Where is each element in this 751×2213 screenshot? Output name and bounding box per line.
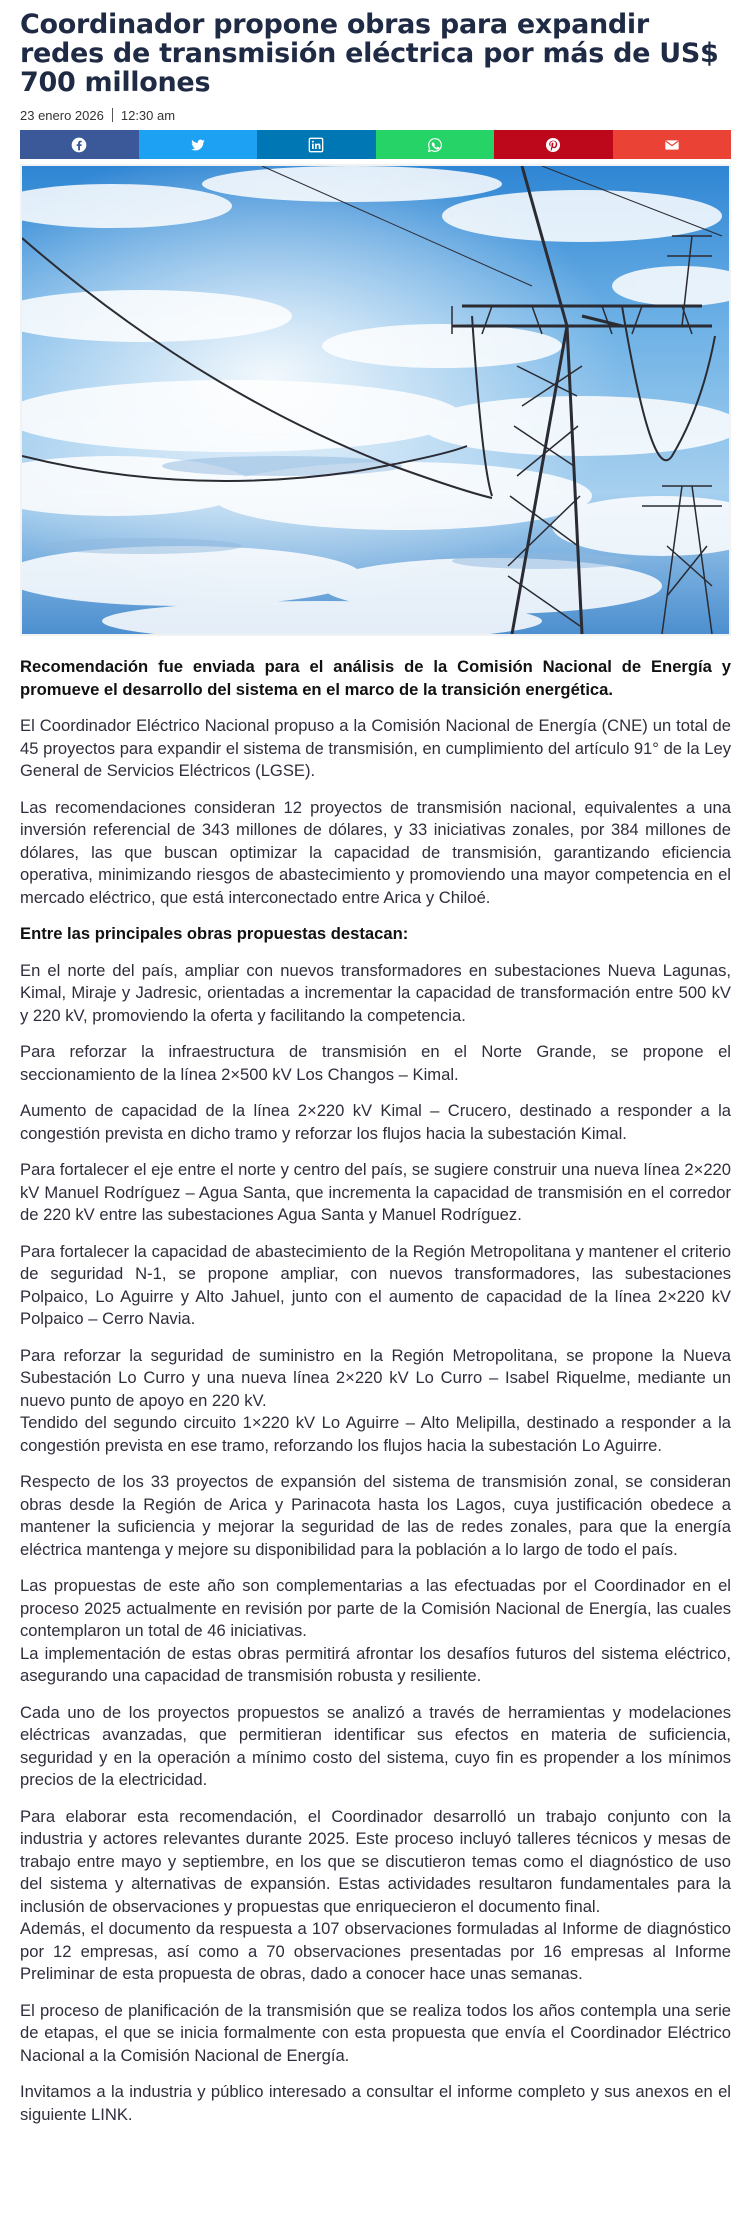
paragraph: Cada uno de los proyectos propuestos se analizó a través de herramientas y modelaciones eléctricas avanzadas, que permitieran identificar sus efectos en materia de suficiencia, seguridad y en la operación a mínimo costo del sistema, cuyo fin es propender a los mínimos precios de la electricidad.: [20, 1702, 731, 1789]
power-tower-sky-image: [22, 166, 729, 634]
share-twitter-button[interactable]: [139, 130, 258, 159]
paragraph: Para fortalecer la capacidad de abastecimiento de la Región Metropolitana y mantener el criterio de seguridad N-1, se propone ampliar, con nuevos transformadores, las subestaciones Polpaico, Lo Aguirre y Alto Jahuel, junto con el aumento de capacidad de la línea 2×220 kV Polpaico – Cerro Navia.: [20, 1241, 731, 1328]
facebook-icon: [71, 137, 87, 153]
article-container: [20, 10, 731, 2140]
whatsapp-icon: [427, 137, 443, 153]
share-bar: [20, 130, 731, 159]
article-time: 12:30 am: [120, 107, 176, 123]
article-body: [20, 656, 731, 2126]
paragraph: Además, el documento da respuesta a 107 observaciones formuladas al Informe de diagnóstico por 12 empresas, así como a 70 observaciones presentadas por 16 empresas al Informe Preliminar de esta propuesta de obras, dado a conocer hace unas semanas.: [20, 1919, 731, 1983]
paragraph: Aumento de capacidad de la línea 2×220 kV Kimal – Crucero, destinado a responder a la congestión prevista en dicho tramo y reforzar los flujos hacia la subestación Kimal.: [20, 1101, 731, 1143]
paragraph: Para reforzar la infraestructura de transmisión en el Norte Grande, se propone el seccionamiento de la línea 2×500 kV Los Changos – Kimal.: [20, 1042, 731, 1084]
article-meta: [20, 107, 731, 123]
twitter-icon: [190, 137, 206, 153]
share-whatsapp-button[interactable]: [376, 130, 495, 159]
section-subheading: Entre las principales obras propuestas destacan:: [20, 924, 409, 943]
share-email-button[interactable]: [613, 130, 732, 159]
email-icon: [664, 137, 680, 153]
paragraph: Invitamos a la industria y público interesado a consultar el informe completo y sus anexos en el siguiente LINK.: [20, 2082, 731, 2124]
paragraph: En el norte del país, ampliar con nuevos transformadores en subestaciones Nueva Lagunas, Kimal, Miraje y Jadresic, orientadas a incrementar la capacidad de transformación entre 500 kV y 220 kV, promoviendo la oferta y facilitando la competencia.: [20, 960, 731, 1025]
article-lead: Recomendación fue enviada para el análisis de la Comisión Nacional de Energía y promueve el desarrollo del sistema en el marco de la transición energética.: [20, 657, 731, 699]
share-linkedin-button[interactable]: [257, 130, 376, 159]
pinterest-icon: [545, 137, 561, 153]
article-title: Coordinador propone obras para expandir redes de transmisión eléctrica por más de US$ 700 millones: [20, 9, 719, 98]
share-facebook-button[interactable]: [20, 130, 139, 159]
paragraph: Para fortalecer el eje entre el norte y centro del país, se sugiere construir una nueva línea 2×220 kV Manuel Rodríguez – Agua Santa, que incrementa la capacidad de transmisión en el corredor de 220 kV entre las subestaciones Agua Santa y Manuel Rodríguez.: [20, 1160, 731, 1224]
paragraph: El proceso de planificación de la transmisión que se realiza todos los años contempla una serie de etapas, el que se inicia formalmente con esta propuesta que envía el Coordinador Eléctrico Nacional a la Comisión Nacional de Energía.: [20, 2000, 731, 2065]
hero-image: [20, 164, 731, 636]
paragraph: Para elaborar esta recomendación, el Coordinador desarrolló un trabajo conjunto con la industria y actores relevantes durante 2025. Este proceso incluyó talleres técnicos y mesas de trabajo entre mayo y septiembre, en los que se discutieron temas como el diagnóstico de uso del sistema y alternativas de expansión. Estas actividades resultaron fundamentales para la inclusión de observaciones y propuestas que enriquecieron el documento final.: [20, 1806, 731, 1916]
paragraph: Las recomendaciones consideran 12 proyectos de transmisión nacional, equivalentes a una inversión referencial de 343 millones de dólares, y 33 iniciativas zonales, por 384 millones de dólares, las que buscan optimizar la capacidad de transmisión, garantizando eficiencia operativa, minimizando riesgos de abastecimiento y promoviendo una mayor competencia en el mercado eléctrico, que está interconectado entre Arica y Chiloé.: [20, 797, 731, 907]
paragraph: El Coordinador Eléctrico Nacional propuso a la Comisión Nacional de Energía (CNE) un total de 45 proyectos para expandir el sistema de transmisión, en cumplimiento del artículo 91° de la Ley General de Servicios Eléctricos (LGSE).: [20, 716, 731, 780]
article-date: 23 enero 2026: [20, 107, 104, 123]
share-pinterest-button[interactable]: [494, 130, 613, 159]
linkedin-icon: [308, 137, 324, 153]
paragraph: Respecto de los 33 proyectos de expansión del sistema de transmisión zonal, se consideran obras desde la Región de Arica y Parinacota hasta los Lagos, cuya justificación obedece a mantener la suficiencia y mejorar la seguridad de las de redes zonales, para que la energía eléctrica mantenga y mejore su disponibilidad para la población a lo largo de todo el país.: [20, 1472, 731, 1559]
paragraph: Tendido del segundo circuito 1×220 kV Lo Aguirre – Alto Melipilla, destinado a responder a la congestión prevista en ese tramo, reforzando los flujos hacia la subestación Lo Aguirre.: [20, 1413, 731, 1455]
paragraph: La implementación de estas obras permitirá afrontar los desafíos futuros del sistema eléctrico, asegurando una capacidad de transmisión robusta y resiliente.: [20, 1643, 731, 1685]
meta-divider: [112, 108, 113, 122]
paragraph: Las propuestas de este año son complementarias a las efectuadas por el Coordinador en el proceso 2025 actualmente en revisión por parte de la Comisión Nacional de Energía, las cuales contemplaron un total de 46 iniciativas.: [20, 1576, 731, 1640]
paragraph: Para reforzar la seguridad de suministro en la Región Metropolitana, se propone la Nueva Subestación Lo Curro y una nueva línea 2×220 kV Lo Curro – Isabel Riquelme, mediante un nuevo punto de apoyo en 220 kV.: [20, 1345, 731, 1410]
